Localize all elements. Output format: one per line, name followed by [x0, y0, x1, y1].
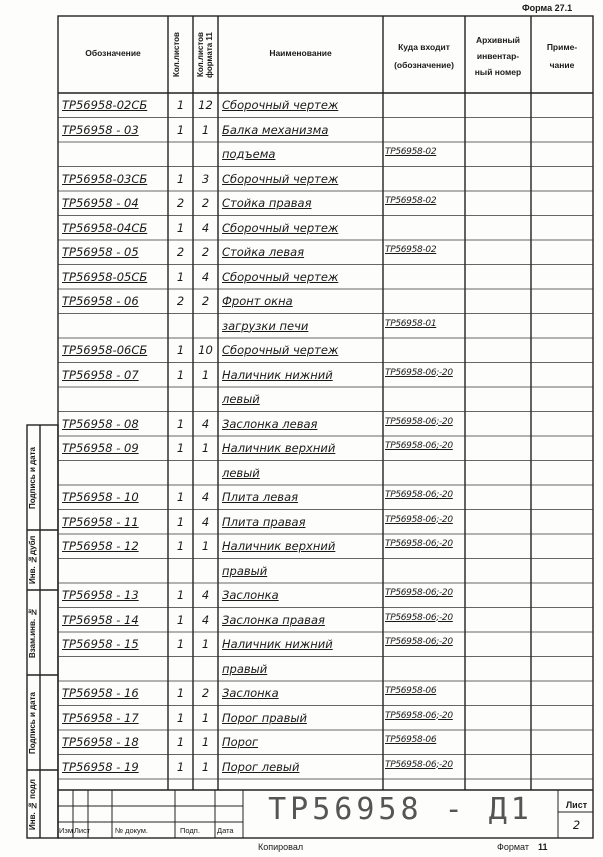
cell-sheets: 2 — [176, 245, 185, 259]
cell-sheets: 1 — [176, 735, 185, 749]
cell-sheets: 1 — [176, 441, 185, 455]
cell-name: Заслонка — [222, 686, 279, 700]
cell-where: ТР56958-06;-20 — [385, 612, 453, 623]
header-note-line1: Приме- — [546, 42, 578, 52]
side-label-inv-podl: Инв. № подл — [28, 779, 37, 831]
cell-where: ТР56958-06;-20 — [385, 490, 453, 500]
cell-sheets-a: 1 — [201, 367, 210, 382]
cell-name: левый — [222, 465, 260, 480]
cell-sheets-a: 1 — [201, 710, 210, 725]
cell-designation: ТР56958 - 12 — [62, 539, 139, 553]
header-note-line2: чание — [549, 60, 575, 70]
cell-sheets: 2 — [176, 196, 185, 210]
cell-sheets-a: 2 — [201, 294, 210, 308]
cell-sheets: 1 — [176, 588, 185, 602]
cell-sheets-a: 4 — [201, 220, 210, 235]
table-row — [58, 216, 593, 241]
cell-designation: ТР56958 - 09 — [62, 441, 139, 455]
side-label-vzam-inv: Взам.инв. № — [28, 607, 37, 659]
cell-sheets: 1 — [176, 490, 185, 504]
cell-name: правый — [222, 563, 268, 578]
cell-sheets-a: 12 — [198, 98, 213, 112]
cell-designation: ТР56958 - 15 — [62, 637, 139, 651]
table-row — [58, 240, 593, 265]
header-where-line1: Куда входит — [398, 42, 450, 52]
cell-name: левый — [222, 392, 260, 406]
cell-where: ТР56958-02 — [385, 147, 437, 157]
cell-sheets: 1 — [176, 367, 185, 382]
cell-where: ТР56958-06;-20 — [385, 441, 453, 451]
table-row — [58, 387, 593, 412]
cell-sheets: 1 — [176, 122, 185, 137]
side-label-inv-dubl: Инв. №дубл — [28, 535, 37, 585]
footer-copied: Копировал — [258, 842, 304, 852]
header-note — [531, 38, 593, 74]
cell-sheets-a: 4 — [201, 588, 210, 602]
cell-sheets: 1 — [176, 416, 185, 431]
table-row — [58, 730, 593, 755]
tb-col-sheet: Лист — [74, 826, 91, 835]
cell-designation: ТР56958 - 10 — [62, 490, 139, 504]
cell-where: ТР56958-06;-20 — [385, 759, 453, 770]
table-row — [58, 461, 593, 486]
cell-sheets-a: 4 — [201, 490, 210, 504]
cell-name: Наличник нижний — [222, 637, 333, 651]
table-row — [58, 534, 593, 559]
cell-sheets-a: 1 — [201, 637, 210, 651]
cell-designation: ТР56958 - 06 — [62, 294, 139, 308]
cell-sheets: 1 — [176, 612, 185, 627]
table-row — [58, 314, 593, 339]
cell-sheets-a: 10 — [198, 343, 213, 357]
cell-sheets-a: 4 — [201, 269, 210, 284]
cell-designation: ТР56958 - 03 — [62, 122, 139, 137]
cell-sheets: 2 — [176, 294, 185, 308]
cell-sheets-a: 2 — [201, 196, 210, 210]
table-row — [58, 191, 593, 216]
cell-name: Стойка правая — [222, 196, 312, 210]
table-row — [58, 142, 593, 167]
header-archive — [465, 32, 531, 80]
form-label: Форма 27.1 — [522, 3, 573, 13]
cell-name: загрузки печи — [222, 318, 309, 333]
cell-where: ТР56958-02 — [385, 245, 437, 255]
cell-designation: ТР56958 - 17 — [62, 710, 139, 725]
header-archive-line2: инвентар- — [476, 51, 520, 61]
header-designation: Обозначение — [85, 48, 141, 58]
tb-col-change: Изм — [59, 826, 73, 835]
table-row — [58, 485, 593, 510]
cell-where: ТР56958-01 — [385, 318, 437, 329]
cell-designation: ТР56958 - 16 — [62, 686, 139, 700]
table-row — [58, 559, 593, 584]
side-label-sign-date-1: Подпись и дата — [28, 447, 37, 509]
cell-name: Плита левая — [222, 490, 299, 504]
side-label-sign-date-2: Подпись и дата — [28, 692, 37, 754]
cell-sheets: 1 — [176, 220, 185, 235]
cell-where: ТР56958-06;-20 — [385, 367, 453, 378]
header-where-line2: (обозначение) — [394, 60, 454, 70]
cell-sheets-a: 4 — [201, 612, 210, 627]
cell-name: Сборочный чертеж — [222, 343, 339, 357]
table-row — [58, 265, 593, 290]
cell-designation: ТР56958-02СБ — [62, 98, 148, 112]
cell-name: Наличник нижний — [222, 367, 333, 382]
footer-format-label: Формат — [497, 842, 529, 852]
cell-designation: ТР56958 - 07 — [62, 367, 139, 382]
cell-name: Заслонка правая — [222, 612, 325, 627]
header-name: Наименование — [269, 48, 332, 58]
cell-designation: ТР56958 - 19 — [62, 759, 139, 774]
cell-sheets: 1 — [176, 710, 185, 725]
tb-sheet-value: 2 — [572, 818, 581, 832]
table-row — [58, 167, 593, 192]
table-row — [58, 412, 593, 437]
cell-sheets-a: 1 — [201, 735, 210, 749]
cell-name: Порог правый — [222, 710, 307, 725]
cell-designation: ТР56958 - 13 — [62, 588, 139, 602]
cell-sheets-a: 1 — [201, 122, 210, 137]
header-sheets-a: Кол.листов формата 11 — [196, 32, 214, 78]
cell-name: правый — [222, 661, 268, 676]
cell-where: ТР56958-06 — [385, 686, 437, 696]
cell-sheets-a: 2 — [201, 686, 210, 700]
cell-name: Порог — [222, 735, 259, 749]
table-row — [58, 583, 593, 608]
cell-where: ТР56958-06;-20 — [385, 539, 453, 549]
tb-col-date: Дата — [217, 826, 234, 835]
header-archive-line3: ный номер — [474, 67, 522, 77]
cell-sheets: 1 — [176, 637, 185, 651]
table-row — [58, 93, 593, 118]
table-row — [58, 289, 593, 314]
cell-designation: ТР56958-05СБ — [62, 269, 148, 284]
table-row — [58, 657, 593, 682]
cell-name: Стойка левая — [222, 245, 305, 259]
table-row — [58, 681, 593, 706]
cell-name: Заслонка — [222, 588, 279, 602]
table-row — [58, 436, 593, 461]
table-row — [58, 608, 593, 633]
cell-sheets-a: 2 — [201, 245, 210, 259]
cell-name: Фронт окна — [222, 294, 293, 308]
tb-doc-number: ТР56958 - Д1 — [268, 792, 533, 827]
tb-col-docno: № докум. — [115, 826, 148, 835]
cell-designation: ТР56958-06СБ — [62, 343, 148, 357]
table-row — [58, 706, 593, 731]
table-row — [58, 118, 593, 143]
cell-designation: ТР56958 - 05 — [62, 245, 139, 259]
cell-where: ТР56958-06;-20 — [385, 416, 453, 427]
header-archive-line1: Архивный — [475, 35, 520, 45]
cell-where: ТР56958-06;-20 — [385, 637, 453, 647]
table-row — [58, 755, 593, 780]
cell-sheets-a: 1 — [201, 759, 210, 774]
cell-name: Сборочный чертеж — [222, 171, 339, 186]
cell-sheets: 1 — [176, 98, 185, 112]
header-sheets: Кол.листов — [172, 32, 181, 78]
tb-sheet-label: Лист — [565, 800, 588, 810]
cell-name: Сборочный чертеж — [222, 269, 339, 284]
cell-sheets: 1 — [176, 539, 185, 553]
cell-sheets: 1 — [176, 171, 185, 186]
cell-name: Порог левый — [222, 759, 300, 774]
cell-sheets-a: 1 — [201, 441, 210, 455]
cell-designation: ТР56958 - 08 — [62, 416, 139, 431]
tb-col-sign: Подп. — [180, 826, 200, 835]
cell-sheets: 1 — [176, 759, 185, 774]
cell-sheets-a: 1 — [201, 539, 210, 553]
table-row — [58, 510, 593, 535]
cell-name: Плита правая — [222, 514, 306, 529]
cell-sheets: 1 — [176, 343, 185, 357]
cell-sheets-a: 3 — [201, 171, 210, 186]
cell-sheets-a: 4 — [201, 514, 210, 529]
cell-designation: ТР56958 - 11 — [62, 514, 139, 529]
cell-name: Сборочный чертеж — [222, 220, 339, 235]
cell-name: Наличник верхний — [222, 441, 336, 455]
table-row — [58, 363, 593, 388]
header-where — [383, 38, 465, 74]
cell-name: подъема — [222, 147, 276, 161]
table-row — [58, 338, 593, 363]
cell-designation: ТР56958-03СБ — [62, 171, 148, 186]
footer-format-value: 11 — [538, 842, 548, 852]
cell-name: Балка механизма — [222, 122, 329, 137]
cell-designation: ТР56958-04СБ — [62, 220, 148, 235]
cell-where: ТР56958-06;-20 — [385, 588, 453, 598]
cell-sheets-a: 4 — [201, 416, 210, 431]
cell-designation: ТР56958 - 14 — [62, 612, 139, 627]
cell-name: Наличник верхний — [222, 539, 336, 553]
cell-where: ТР56958-06;-20 — [385, 514, 453, 525]
cell-where: ТР56958-06;-20 — [385, 710, 453, 721]
cell-sheets: 1 — [176, 514, 185, 529]
cell-designation: ТР56958 - 04 — [62, 196, 139, 210]
cell-where: ТР56958-06 — [385, 735, 437, 745]
cell-name: Сборочный чертеж — [222, 98, 339, 112]
cell-sheets: 1 — [176, 686, 185, 700]
cell-where: ТР56958-02 — [385, 196, 437, 206]
cell-sheets: 1 — [176, 269, 185, 284]
table-row — [58, 632, 593, 657]
cell-name: Заслонка левая — [222, 416, 318, 431]
cell-designation: ТР56958 - 18 — [62, 735, 139, 749]
